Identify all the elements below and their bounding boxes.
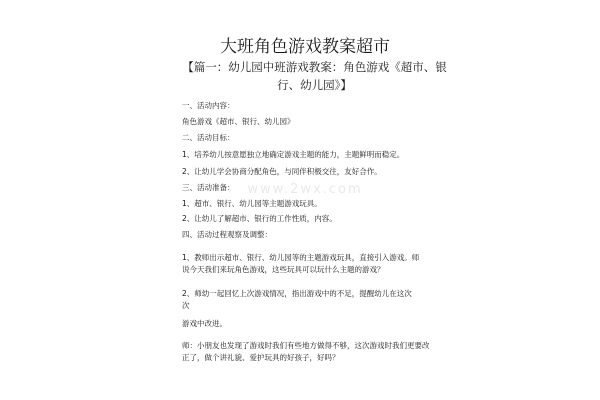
section-2-item-1: 1、培养幼儿按意愿独立地确定游戏主题的能力，主题鲜明而稳定。	[182, 150, 405, 159]
document-page	[160, 0, 450, 400]
section-4-item-2-line-2: 次	[182, 301, 190, 310]
watermark-text: www.2wx.com	[247, 182, 363, 197]
section-3-heading: 三、活动准备：	[182, 183, 235, 192]
section-3-item-2: 2、让幼儿了解超市、银行的工作性质，内容。	[182, 214, 337, 223]
document-title: 大班角色游戏教案超市	[220, 37, 390, 57]
document-subtitle: 【篇一：幼儿园中班游戏教案：角色游戏《超市、银行、幼儿园》】	[182, 60, 447, 92]
section-4-heading: 四、活动过程观察及调整：	[182, 230, 272, 239]
section-1-body: 角色游戏《超市、银行、幼儿园》	[182, 117, 295, 126]
section-4-item-2-line-3: 游戏中改进。	[182, 319, 227, 328]
section-2-item-2: 2、让幼儿学会协商分配角色，与同伴积极交往，友好合作。	[182, 167, 382, 176]
section-3-item-1: 1、超市、银行、幼儿园等主题游戏玩具。	[182, 199, 322, 208]
section-4-teacher-remark: 师：小朋友也发现了游戏时我们有些地方做得不够，这次游戏时我们更要改 正了，做个讲礼貌、爱护玩具的好孩子，好吗？	[182, 341, 430, 362]
section-4-item-2-line-1: 2、师幼一起回忆上次游戏情况，指出游戏中的不足，提醒幼儿在这次	[182, 289, 412, 298]
section-4-item-1: 1、教师出示超市、银行、幼儿园等的主题游戏玩具，直接引入游戏。师说今天我们来玩角色游戏，这些玩具可以玩什么主题的游戏？	[182, 253, 420, 274]
section-1-heading: 一、活动内容：	[182, 101, 235, 110]
section-2-heading: 二、活动目标：	[182, 133, 235, 142]
